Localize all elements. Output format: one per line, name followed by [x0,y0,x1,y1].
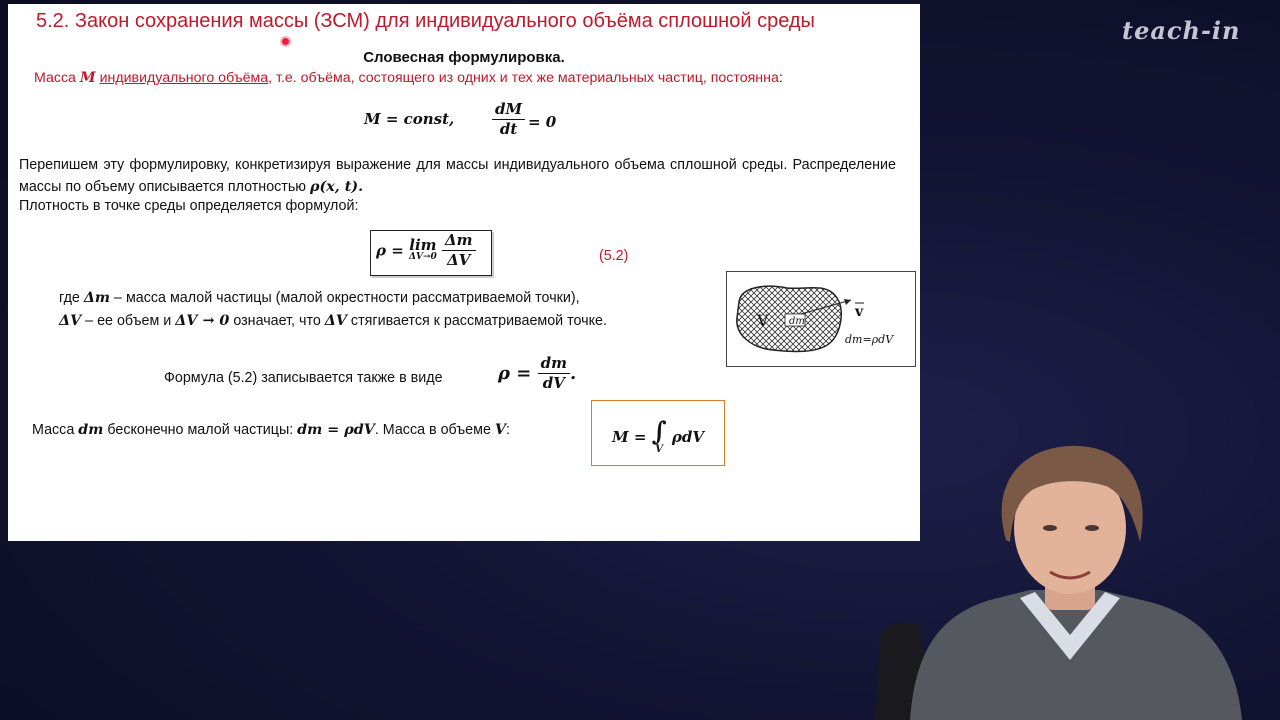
limit-word: lim [409,236,437,255]
where-text-2: – ее объем и [81,313,176,329]
statement-var-m: M [79,70,96,86]
alt-lhs: ρ = [498,362,538,384]
delta-v-limit: ΔV → 0 [175,313,230,329]
limit-numerator: Δm [442,231,476,251]
alt-dot: . [569,362,577,384]
where-text-1: – масса малой частицы (малой окрестности рассматриваемой точки), [110,290,580,306]
mass-text-3: . Масса в объеме [374,422,495,438]
equation-derivative [492,100,525,139]
limit-subscript: ΔV→0 [409,252,437,263]
density-limit-box [370,230,492,276]
alt-numerator: dm [538,354,570,374]
paragraph-density-point: Плотность в точке среды определяется формулой: [19,198,359,214]
verbal-statement [34,70,783,86]
volume-diagram [726,271,916,367]
limit-lhs: ρ = [376,241,409,260]
definition-line-1 [59,290,580,306]
where-text-4: стягивается к рассматриваемой точке. [346,313,607,329]
paragraph-text: Перепишем эту формулировку, конкретизируя выражение для массы индивидуального объема сплошной среды. Распределение массы по объему описывается плотностью [19,157,896,195]
dm-formula: dm = ρdV [297,422,375,438]
slide-title: 5.2. Закон сохранения массы (ЗСМ) для индивидуального объёма сплошной среды [36,10,815,32]
lecture-slide [8,4,920,541]
delta-m-var: Δm [83,290,111,306]
figure-formula: dm=ρdV [845,333,894,346]
statement-pre: Масса [34,70,80,86]
integral-mass-box [591,400,725,466]
statement-post: , т.е. объёма, состоящего из одних и тех же материальных частиц, постоянна [268,70,779,86]
equation-number: (5.2) [599,248,629,264]
mass-element-line [32,422,510,438]
pointer-cursor [282,38,289,45]
velocity-label: v [855,304,864,320]
definition-line-2 [59,313,607,329]
mass-text-1: Масса [32,422,79,438]
limit-denominator: ΔV [447,250,471,269]
statement-underlined: индивидуального объёма [99,70,269,86]
mass-text-4: : [505,422,510,438]
slide-subtitle: Словесная формулировка. [363,49,565,66]
integrand: ρdV [671,428,705,446]
paragraph-density [19,154,896,198]
element-label: dm [789,316,805,327]
presenter-video [870,430,1280,720]
alternative-form-text: Формула (5.2) записывается также в виде [164,370,443,386]
v-var: V [494,422,506,438]
where-pre: где [59,290,84,306]
volume-diagram-svg [727,272,915,366]
statement-colon: : [778,70,783,86]
mass-text-2: бесконечно малой частицы: [103,422,298,438]
alternative-form-equation [498,354,576,393]
equation-zero: = 0 [528,113,557,131]
delta-v-var-2: ΔV [324,313,347,329]
derivative-denominator: dt [499,119,518,138]
integral-lower-limit: V [655,444,664,455]
teach-in-logo: teach-in [1122,16,1241,45]
derivative-numerator: dM [492,100,525,120]
delta-v-var: ΔV [59,313,82,329]
region-label: V [757,311,769,330]
integral-sign: ∫ V [651,417,667,455]
where-text-3: означает, что [229,313,325,329]
density-function: ρ(x, t). [310,179,364,195]
integral-lhs: M = [612,428,652,446]
velocity-arrowhead [844,299,851,305]
dm-var: dm [78,422,104,438]
equation-const: M = const, [364,110,455,128]
alt-denominator: dV [542,373,565,392]
